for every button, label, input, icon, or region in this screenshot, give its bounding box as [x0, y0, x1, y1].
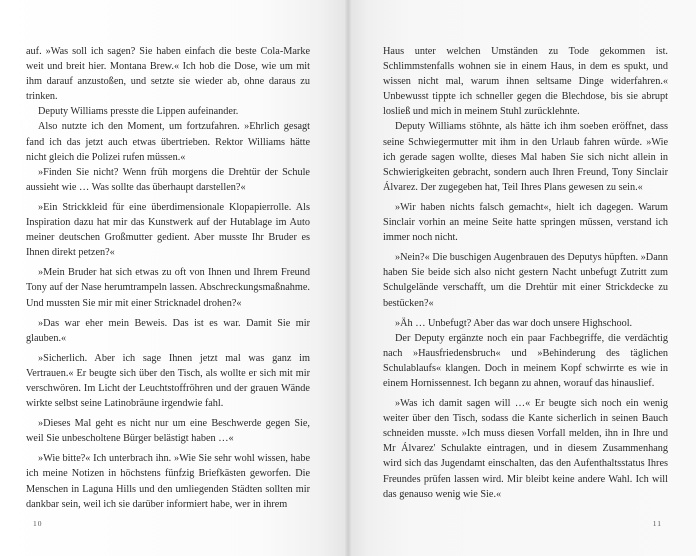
paragraph: Deputy Williams presste die Lippen aufeinander. — [38, 106, 239, 118]
page-number: 10 — [33, 519, 43, 528]
paragraph: »Sicherlich. Aber ich sage Ihnen jetzt mal was ganz im Vertrauen.« Er beugte sich über den Tisch, als wollte er sich mit mir verschwören. Im Licht der Leuchtstoffröhren und der grauen Wände wirkte selbst seine Latinobräune irgendwie fahl. — [26, 352, 310, 410]
paragraph: »Finden Sie nicht? Wenn früh morgens die Drehtür der Schule aussieht wie … Was sollte das überhaupt darstellen?« — [26, 166, 310, 193]
book-gutter — [345, 0, 351, 556]
paragraph: »Wir haben nichts falsch gemacht«, hielt ich dagegen. Warum Sinclair vorhin an meine Seite hatte springen müssen, verstand ich immer noch nicht. — [383, 201, 668, 244]
right-page-text — [383, 44, 668, 502]
paragraph: »Wie bitte?« Ich unterbrach ihn. »Wie Sie sehr wohl wissen, habe ich meine Notizen in höchstens fünfzig Briefkästen geworfen. Die Menschen in Laguna Hills und den umliegenden Städten sollten mir dankbar sein, weil ich sie darüber informiert habe, wer in ihrem — [26, 453, 310, 510]
paragraph: »Das war eher mein Beweis. Das ist es war. Damit Sie mir glauben.« — [26, 317, 310, 344]
paragraph: Der Deputy ergänzte noch ein paar Fachbegriffe, die verdächtig nach »Hausfriedensbruch« und »Behinderung des täglichen Schulablaufs« klangen. Doch in meinem Kopf schwirrte es wie in einem Hornissennest. Ich begann zu ahnen, worauf das hinauslief. — [383, 332, 668, 389]
paragraph: »Nein?« Die buschigen Augenbrauen des Deputys hüpften. »Dann haben Sie beide sich also nicht gestern Nacht unbefugt Zutritt zum Schulgelände verschafft, um die Drehtür mit einer Strickdecke zu bestücken?« — [383, 252, 668, 309]
page-number: 11 — [652, 519, 662, 528]
paragraph: »Ein Strickkleid für eine überdimensionale Klopapierrolle. Als Inspiration dazu hat mir das Kunstwerk auf der Hutablage im Auto meiner deutschen Großmutter gedient. Aber musste Ihr Bruder es Ihnen direkt petzen?« — [26, 201, 310, 259]
left-page-text — [26, 44, 310, 512]
paragraph: Also nutzte ich den Moment, um fortzufahren. »Ehrlich gesagt fand ich das jetzt auch etwas übertrieben. Rektor Williams hätte nicht gleich die Polizei rufen müssen.« — [26, 121, 310, 163]
right-page — [348, 0, 696, 556]
paragraph: Deputy Williams stöhnte, als hätte ich ihm soeben eröffnet, dass seine Schwiegermutter mit ihm in den Urlaub fahren würde. »Wie ich gerade sagen wollte, dieses Mal haben Sie sich nicht allein in Schwierigkeiten gebracht, sondern auch Ihren Freund, Tony Sinclair Álvarez. Der zugegeben hat, Teil Ihres Plans gewesen zu sein.« — [383, 121, 668, 193]
paragraph: »Äh … Unbefugt? Aber das war doch unsere Highschool. — [395, 317, 633, 329]
paragraph: auf. »Was soll ich sagen? Sie haben einfach die beste Cola-Marke weit und breit hier. Montana Brew.« Ich hob die Dose, wie um mit ihm darauf anzustoßen, und setzte sie wieder ab, ohne daraus zu trinken. — [26, 46, 310, 103]
paragraph: »Was ich damit sagen will …« Er beugte sich noch ein wenig weiter über den Tisch, sodass die Kante sicherlich in seinen Bauch schneiden musste. »Ich muss diesen Vorfall melden, ihn in Ihre und Mr Álvarez' Schulakte eintragen, und in diesem Zusammenhang wird sich das Jugendamt einschalten, das den Aufenthaltsstatus Ihres Freundes prüfen lassen wird. Mir bleibt keine andere Wahl. Ich will das genauso wenig wie Sie.« — [383, 398, 668, 500]
paragraph: »Dieses Mal geht es nicht nur um eine Beschwerde gegen Sie, weil Sie unbescholtene Bürger belästigt haben …« — [26, 418, 310, 445]
paragraph: Haus unter welchen Umständen zu Tode gekommen ist. Schlimmstenfalls wohnen sie in einem Haus, in dem es spukt, und wissen nicht mal, warum ihnen seltsame Dinge widerfahren.« Unbewusst tippte ich schneller gegen die Blechdose, bis sie abrupt losließ und mich in meinem Stuhl zurücklehnte. — [383, 46, 668, 118]
paragraph: »Mein Bruder hat sich etwas zu oft von Ihnen und Ihrem Freund Tony auf der Nase herumtrampeln lassen. Abschreckungsmaßnahme. Und mussten Sie mir mit einer Stricknadel drohen?« — [26, 267, 310, 309]
